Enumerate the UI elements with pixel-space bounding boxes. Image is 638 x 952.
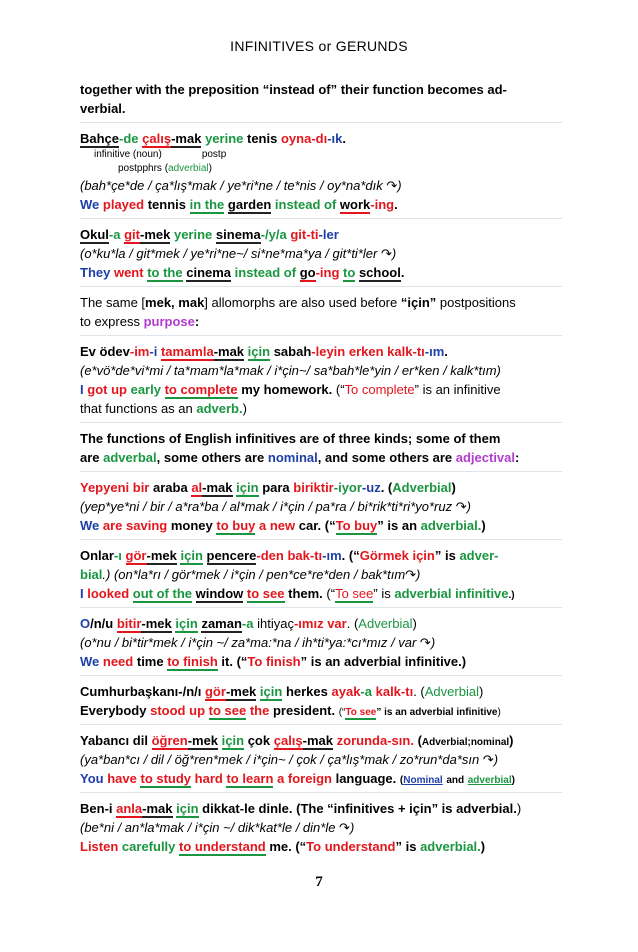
explanation-line-1 xyxy=(80,293,562,312)
text: . ( xyxy=(413,684,425,699)
word: Okul xyxy=(80,227,109,242)
pronunciation: (bah*çe*de / ça*lış*mak / ye*ri*ne / te*nis / oy*na*dık ↷) xyxy=(80,178,402,193)
word: to the xyxy=(147,265,183,280)
word: out of the xyxy=(132,586,192,601)
text: ( xyxy=(417,733,422,748)
text: (“ xyxy=(335,382,345,397)
suffix: -sın. xyxy=(387,733,414,748)
text: to express xyxy=(80,314,144,329)
text: adverbial infinitive. xyxy=(344,654,462,669)
text: ” is xyxy=(373,586,391,601)
explanation-functions xyxy=(80,429,562,472)
word: yerine xyxy=(205,131,244,146)
word: bitir xyxy=(116,616,142,631)
word: I xyxy=(80,382,84,397)
text: adverbial xyxy=(467,775,512,786)
suffix: -a xyxy=(241,616,254,631)
word: language. xyxy=(335,771,397,786)
suffix: -le xyxy=(239,801,255,816)
word: sinema xyxy=(215,227,261,242)
word: the xyxy=(249,703,270,718)
text: that functions as an xyxy=(80,401,197,416)
turkish-sentence-continued xyxy=(80,565,562,584)
text: postpositions xyxy=(439,295,516,310)
suffix: -de xyxy=(119,131,139,146)
word: window xyxy=(195,586,244,601)
text: (“ xyxy=(326,586,336,601)
text: ) xyxy=(478,684,484,699)
word: Ben xyxy=(80,801,105,816)
intro-line-1: together with the preposition “instead of” their function becomes ad- xyxy=(80,82,507,97)
word: için xyxy=(175,616,198,631)
word: çalış xyxy=(142,131,172,146)
word: to study xyxy=(140,771,192,786)
word: tamamla xyxy=(160,344,214,359)
word: oyna xyxy=(280,131,312,146)
english-sentence xyxy=(80,584,562,603)
word: araba xyxy=(153,480,188,495)
example-okul xyxy=(80,225,562,287)
word: pencere xyxy=(206,548,257,563)
text: To finish xyxy=(247,654,301,669)
text: ) xyxy=(242,401,247,416)
text: To buy xyxy=(335,518,378,533)
word: instead of xyxy=(234,265,297,280)
annotation-line xyxy=(80,162,562,176)
suffix: -im xyxy=(129,344,150,359)
word: cinema xyxy=(186,265,232,280)
word: school xyxy=(358,265,401,280)
text: : xyxy=(515,450,520,465)
word: Yabancı xyxy=(80,733,130,748)
word: -leyin erken xyxy=(311,344,384,359)
word: early xyxy=(130,382,161,397)
word: var xyxy=(327,616,347,631)
punct: . xyxy=(342,131,346,146)
text: ) xyxy=(497,707,501,718)
suffix: -i xyxy=(149,344,158,359)
text: To understand xyxy=(306,839,396,854)
text: Adverbial xyxy=(392,480,452,495)
text: adverb. xyxy=(196,401,243,416)
suffix: -den xyxy=(256,548,284,563)
text: adverbial. xyxy=(420,839,481,854)
word: We xyxy=(80,518,100,533)
suffix: -/y/a xyxy=(260,227,287,242)
suffix: -ım xyxy=(322,548,342,563)
word: Yepyeni bir xyxy=(80,480,150,495)
english-sentence xyxy=(80,769,562,788)
turkish-sentence xyxy=(80,342,562,361)
text: . ( xyxy=(380,480,393,495)
word: için xyxy=(259,684,283,699)
text: The same [ xyxy=(80,295,146,310)
english-sentence xyxy=(80,380,562,399)
annotation: ) xyxy=(208,163,212,174)
text: To see xyxy=(345,707,377,718)
suffix: -mak xyxy=(302,733,334,748)
word: homework. xyxy=(263,382,333,397)
word: anla xyxy=(116,801,143,816)
suffix: -mek xyxy=(225,684,257,699)
word: hard xyxy=(194,771,223,786)
word: dil xyxy=(132,733,148,748)
example-ev-odev xyxy=(80,342,562,423)
text: me. (“ xyxy=(269,839,307,854)
suffix: -mek xyxy=(187,733,219,748)
pronunciation: (be*ni / an*la*mak / i*çin ~/ dik*kat*le / din*le ↷) xyxy=(80,820,355,835)
pronunciation: (ya*ban*cı / dil / öğ*ren*mek / i*çin~ / çok / ça*lış*mak / zo*run*da*sın ↷) xyxy=(80,752,499,767)
explanation-purpose xyxy=(80,293,562,336)
text: (The “infinitives + için” is adverbial. xyxy=(296,801,517,816)
text: purpose xyxy=(143,314,195,329)
word: için xyxy=(176,801,199,816)
text: (“ xyxy=(338,707,346,718)
text: ) xyxy=(412,616,417,631)
text: ” is xyxy=(395,839,417,854)
word: Ev ödev xyxy=(80,344,130,359)
word: to buy xyxy=(216,518,256,533)
text: bial xyxy=(80,567,103,582)
word: carefully xyxy=(121,839,176,854)
example-yabanci-dil xyxy=(80,731,562,793)
word: played xyxy=(102,197,145,212)
text: adverbial infinitive xyxy=(394,586,509,601)
turkish-sentence xyxy=(80,546,562,565)
example-bitir xyxy=(80,614,562,676)
word: zorunda xyxy=(336,733,388,748)
text: adverbial. xyxy=(420,518,482,533)
word: a new xyxy=(259,518,296,533)
word: ayak xyxy=(331,684,361,699)
word: Onlar xyxy=(80,548,114,563)
suffix: -ık xyxy=(327,131,343,146)
page-header: INFINITIVES or GERUNDS xyxy=(230,38,408,54)
suffix: -ing xyxy=(315,265,340,280)
turkish-sentence xyxy=(80,129,562,148)
text: ) xyxy=(509,733,514,748)
page-number: 7 xyxy=(315,874,323,890)
word: dikkat xyxy=(202,801,240,816)
word: a foreign xyxy=(277,771,332,786)
word: got up xyxy=(87,382,127,397)
turkish-sentence xyxy=(80,614,562,633)
pronunciation: (yep*ye*ni / bir / a*ra*ba / al*mak / i*çin / pa*ra / bi*rik*ti*ri*yo*ruz ↷) xyxy=(80,499,471,514)
annotation: infinitive (noun) xyxy=(94,149,162,160)
text: , and some others are xyxy=(317,450,456,465)
word: need xyxy=(102,654,134,669)
word: bak xyxy=(287,548,310,563)
example-pencere xyxy=(80,546,562,608)
suffix: -i xyxy=(104,801,113,816)
word: president. xyxy=(272,703,336,718)
suffix: -iyor xyxy=(333,480,362,495)
text: Adverbial xyxy=(358,616,413,631)
word: car. xyxy=(298,518,322,533)
word: dinle. xyxy=(258,801,293,816)
explanation-line-2 xyxy=(80,448,562,467)
text: adjectival xyxy=(455,450,516,465)
suffix: -a xyxy=(108,227,121,242)
english-sentence-continued xyxy=(80,399,562,418)
suffix: -ing xyxy=(370,197,395,212)
word: We xyxy=(80,197,100,212)
suffix: /n/u xyxy=(90,616,114,631)
suffix: -mak xyxy=(213,344,245,359)
suffix: -mak xyxy=(202,480,233,495)
word: için xyxy=(247,344,271,359)
annotation: postp xyxy=(201,149,227,160)
word: sabah xyxy=(273,344,312,359)
text: adver- xyxy=(459,548,499,563)
text: nominal xyxy=(267,450,318,465)
suffix: -mak xyxy=(142,801,173,816)
word: tenis xyxy=(247,131,278,146)
text: adverbal xyxy=(103,450,157,465)
english-sentence xyxy=(80,701,562,720)
text: mek, mak xyxy=(145,295,205,310)
text: ; xyxy=(467,737,471,748)
word: gör xyxy=(125,548,147,563)
text: “için” xyxy=(400,295,437,310)
english-sentence xyxy=(80,263,562,282)
text: : xyxy=(194,314,200,329)
example-araba xyxy=(80,478,562,540)
word: için xyxy=(180,548,203,563)
suffix: -uz xyxy=(361,480,381,495)
turkish-sentence xyxy=(80,682,562,701)
word: için xyxy=(221,733,245,748)
word: We xyxy=(80,654,100,669)
pronunciation: (o*nu / bi*tir*mek / i*çin ~/ za*ma:*na / ih*ti*ya:*cı*mız / var ↷) xyxy=(80,635,436,650)
pronunciation: (o*ku*la / git*mek / ye*ri*ne~/ si*ne*ma*ya / git*ti*ler ↷) xyxy=(80,246,397,261)
word: ihtiyaç xyxy=(257,616,294,631)
word: to see xyxy=(246,586,285,601)
text: ) xyxy=(480,839,486,854)
word: work xyxy=(339,197,371,212)
suffix: -/n/ı xyxy=(178,684,202,699)
text: ” is an xyxy=(300,654,341,669)
text: ] allomorphs are also used before xyxy=(204,295,401,310)
explanation-line-2 xyxy=(80,312,562,331)
intro-line-2: verbial. xyxy=(80,101,126,116)
word: O xyxy=(80,616,91,631)
text: ( xyxy=(399,775,404,786)
word: Cumhurbaşkanı xyxy=(80,684,179,699)
text: (“ xyxy=(236,654,248,669)
intro-paragraph xyxy=(80,80,562,123)
example-anla xyxy=(80,799,562,860)
text: ” is xyxy=(434,548,456,563)
punct: . xyxy=(394,197,398,212)
suffix: -ti xyxy=(306,227,319,242)
word: çalış xyxy=(273,733,303,748)
word: went xyxy=(113,265,144,280)
word: it. xyxy=(221,654,233,669)
text: and xyxy=(446,775,465,786)
text: (“ xyxy=(324,518,336,533)
suffix: -mek xyxy=(146,548,177,563)
word: to finish xyxy=(167,654,218,669)
text: are xyxy=(80,450,104,465)
text: ” is an adverbial infinitive xyxy=(376,707,498,718)
word: have xyxy=(107,771,137,786)
word: git xyxy=(124,227,140,242)
word: Everybody xyxy=(80,703,147,718)
word: al xyxy=(191,480,203,495)
word: them. xyxy=(288,586,323,601)
turkish-sentence xyxy=(80,731,562,750)
suffix: -a xyxy=(360,684,372,699)
suffix: -ler xyxy=(318,227,339,242)
word: in the xyxy=(189,197,225,212)
text: , some others are xyxy=(156,450,268,465)
word: I xyxy=(80,586,84,601)
word: They xyxy=(80,265,111,280)
text: ) xyxy=(481,518,486,533)
pronunciation: .) (on*la*rı / gör*mek / i*çin / pen*ce*re*den / bak*tım↷) xyxy=(102,567,421,582)
text: ) xyxy=(461,654,467,669)
text: ) xyxy=(451,480,456,495)
word: kalk xyxy=(375,684,401,699)
turkish-sentence xyxy=(80,225,562,244)
explanation-line-1: The functions of English infinitives are of three kinds; some of them xyxy=(80,431,501,446)
example-cumhurbaskani xyxy=(80,682,562,725)
word: instead of xyxy=(274,197,337,212)
text: ” is an infinitive xyxy=(414,382,501,397)
word: çok xyxy=(247,733,271,748)
punct: . xyxy=(400,265,405,280)
english-sentence xyxy=(80,516,562,535)
text: To see xyxy=(335,586,374,601)
suffix: -dı xyxy=(311,131,328,146)
word: garden xyxy=(227,197,272,212)
suffix: -ım xyxy=(424,344,445,359)
word: Listen xyxy=(80,839,119,854)
english-sentence xyxy=(80,652,562,671)
word: herkes xyxy=(285,684,328,699)
word: my xyxy=(241,382,260,397)
annotation: adverbial xyxy=(168,163,209,174)
word: zaman xyxy=(201,616,242,631)
word: You xyxy=(80,771,104,786)
suffix: -ımız xyxy=(293,616,324,631)
word: looked xyxy=(87,586,130,601)
text: .) xyxy=(508,590,515,601)
text: Adverbial xyxy=(421,737,468,748)
word: biriktir xyxy=(293,480,334,495)
word: yerine xyxy=(173,227,213,242)
text: . (“ xyxy=(341,548,360,563)
word: are saving xyxy=(102,518,168,533)
word: para xyxy=(262,480,290,495)
word: money xyxy=(170,518,213,533)
text: Adverbial xyxy=(424,684,479,699)
word: kalk xyxy=(387,344,413,359)
word: go xyxy=(299,265,316,280)
turkish-sentence xyxy=(80,799,562,818)
word: to complete xyxy=(164,382,238,397)
word: gör xyxy=(204,684,226,699)
annotation-line xyxy=(80,148,562,162)
word: time xyxy=(136,654,164,669)
english-sentence xyxy=(80,195,562,214)
suffix: -tı xyxy=(309,548,323,563)
text: nominal xyxy=(470,737,510,748)
word: to see xyxy=(208,703,247,718)
word: to xyxy=(343,265,356,280)
suffix: -tı xyxy=(412,344,425,359)
text: ” is an xyxy=(377,518,418,533)
text: Nominal xyxy=(403,775,443,786)
text: ) xyxy=(516,801,522,816)
suffix: -ı xyxy=(113,548,122,563)
word: tennis xyxy=(147,197,186,212)
word: to learn xyxy=(226,771,274,786)
suffix: -mek xyxy=(141,616,172,631)
page-content xyxy=(80,80,562,866)
word: öğren xyxy=(151,733,188,748)
annotation: postpphrs ( xyxy=(118,163,169,174)
text: Görmek için xyxy=(359,548,435,563)
word: için xyxy=(236,480,259,495)
turkish-sentence xyxy=(80,478,562,497)
suffix: -mak xyxy=(171,131,202,146)
english-sentence xyxy=(80,837,562,856)
punct: . xyxy=(444,344,448,359)
text: ) xyxy=(511,775,515,786)
pronunciation: (e*vö*de*vi*mi / ta*mam*la*mak / i*çin~/ sa*bah*le*yin / er*ken / kalk*tım) xyxy=(80,363,501,378)
text: To complete xyxy=(344,382,415,397)
word: Bahçe xyxy=(80,131,120,146)
example-bahce xyxy=(80,129,562,219)
word: up xyxy=(189,703,206,718)
word: to understand xyxy=(179,839,266,854)
text: . ( xyxy=(346,616,359,631)
suffix: -tı xyxy=(400,684,414,699)
suffix: -mek xyxy=(139,227,171,242)
word: stood xyxy=(150,703,186,718)
word: git xyxy=(290,227,307,242)
